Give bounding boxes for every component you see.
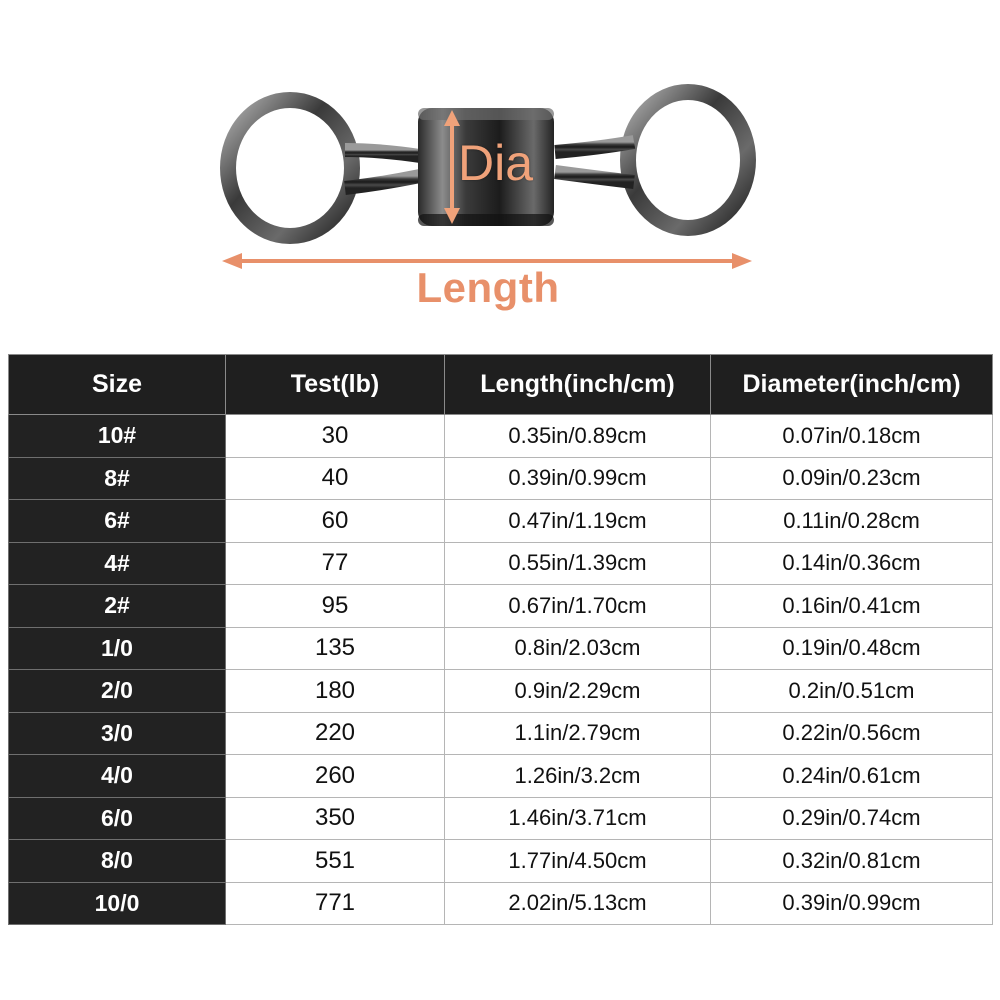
table-row [9, 415, 993, 458]
diameter-cell: 0.14in/0.36cm [711, 542, 993, 585]
size-cell: 4# [9, 542, 226, 585]
size-cell: 8/0 [9, 840, 226, 883]
test-cell: 350 [226, 797, 445, 840]
size-cell: 4/0 [9, 755, 226, 798]
size-cell: 3/0 [9, 712, 226, 755]
size-cell: 2# [9, 585, 226, 628]
table-row [9, 500, 993, 543]
diameter-cell: 0.09in/0.23cm [711, 457, 993, 500]
length-cell: 0.67in/1.70cm [445, 585, 711, 628]
test-cell: 771 [226, 882, 445, 925]
size-cell: 6# [9, 500, 226, 543]
length-cell: 1.77in/4.50cm [445, 840, 711, 883]
table-body [9, 415, 993, 925]
test-cell: 220 [226, 712, 445, 755]
header-size: Size [9, 355, 226, 415]
table-row [9, 627, 993, 670]
left-eye-ring [228, 100, 420, 236]
table-row [9, 585, 993, 628]
test-cell: 77 [226, 542, 445, 585]
diameter-cell: 0.07in/0.18cm [711, 415, 993, 458]
diameter-cell: 0.11in/0.28cm [711, 500, 993, 543]
length-label: Length [416, 264, 560, 311]
size-spec-table [8, 354, 993, 925]
table-header-row [9, 355, 993, 415]
size-cell: 6/0 [9, 797, 226, 840]
length-cell: 1.46in/3.71cm [445, 797, 711, 840]
right-eye-ring [555, 92, 748, 228]
test-cell: 30 [226, 415, 445, 458]
header-diameter: Diameter(inch/cm) [711, 355, 993, 415]
diameter-cell: 0.2in/0.51cm [711, 670, 993, 713]
length-cell: 0.55in/1.39cm [445, 542, 711, 585]
length-cell: 0.39in/0.99cm [445, 457, 711, 500]
size-cell: 1/0 [9, 627, 226, 670]
diameter-cell: 0.32in/0.81cm [711, 840, 993, 883]
test-cell: 40 [226, 457, 445, 500]
table-row [9, 840, 993, 883]
swivel-diagram [0, 0, 1000, 340]
length-cell: 2.02in/5.13cm [445, 882, 711, 925]
length-cell: 0.35in/0.89cm [445, 415, 711, 458]
diameter-cell: 0.39in/0.99cm [711, 882, 993, 925]
table-row [9, 797, 993, 840]
length-cell: 1.26in/3.2cm [445, 755, 711, 798]
length-cell: 0.9in/2.29cm [445, 670, 711, 713]
test-cell: 260 [226, 755, 445, 798]
table-row [9, 542, 993, 585]
diameter-cell: 0.19in/0.48cm [711, 627, 993, 670]
table-row [9, 712, 993, 755]
table-row [9, 882, 993, 925]
size-cell: 10# [9, 415, 226, 458]
header-length: Length(inch/cm) [445, 355, 711, 415]
test-cell: 551 [226, 840, 445, 883]
length-cell: 0.47in/1.19cm [445, 500, 711, 543]
test-cell: 95 [226, 585, 445, 628]
diameter-cell: 0.16in/0.41cm [711, 585, 993, 628]
size-cell: 10/0 [9, 882, 226, 925]
diameter-cell: 0.24in/0.61cm [711, 755, 993, 798]
diameter-cell: 0.22in/0.56cm [711, 712, 993, 755]
size-cell: 2/0 [9, 670, 226, 713]
size-cell: 8# [9, 457, 226, 500]
test-cell: 180 [226, 670, 445, 713]
length-cell: 1.1in/2.79cm [445, 712, 711, 755]
table-row [9, 670, 993, 713]
test-cell: 60 [226, 500, 445, 543]
length-cell: 0.8in/2.03cm [445, 627, 711, 670]
header-test: Test(lb) [226, 355, 445, 415]
table-row [9, 755, 993, 798]
test-cell: 135 [226, 627, 445, 670]
diameter-label: Dia [458, 135, 534, 191]
table-row [9, 457, 993, 500]
diameter-cell: 0.29in/0.74cm [711, 797, 993, 840]
